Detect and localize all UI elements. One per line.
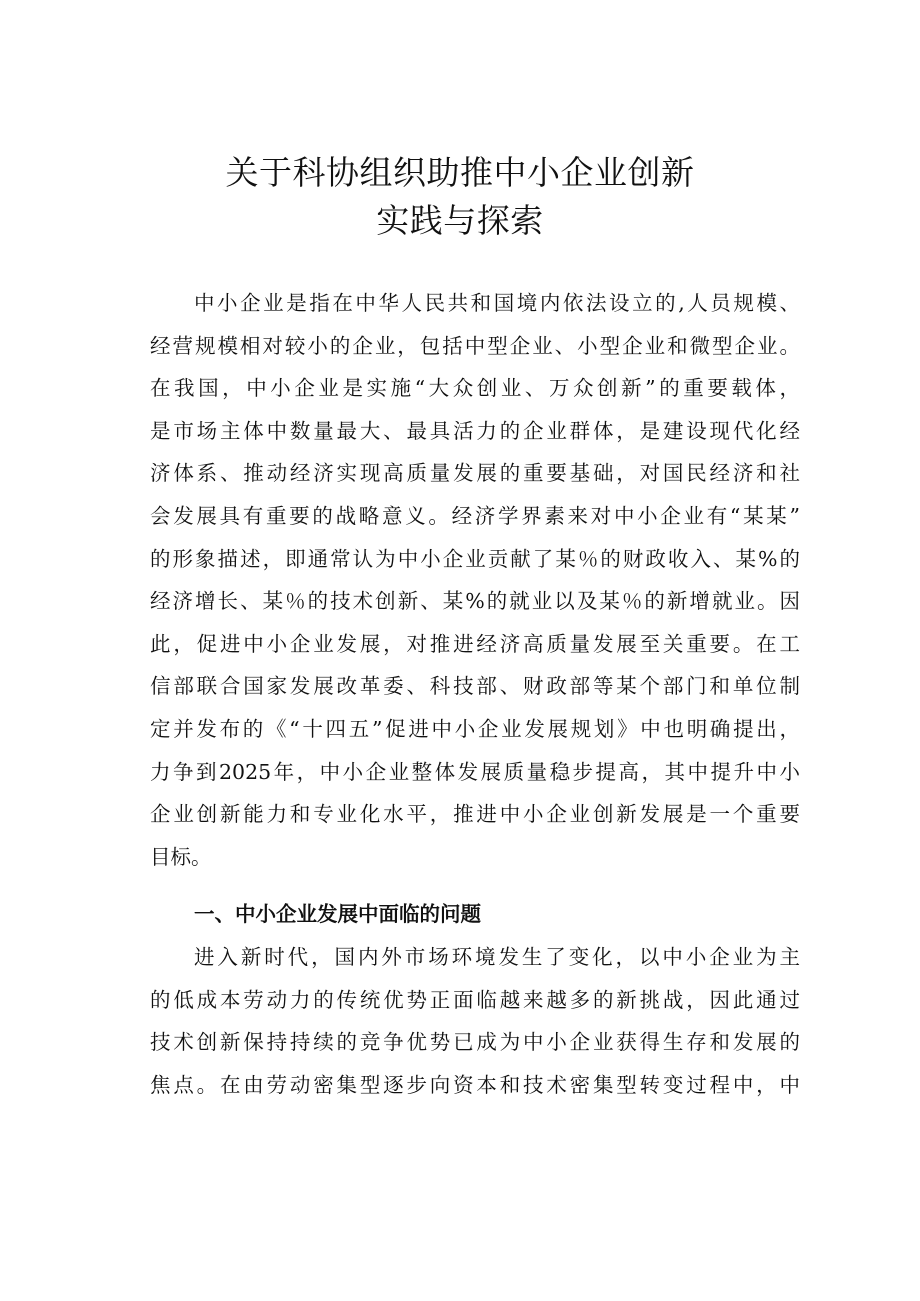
paragraph-line: 会发展具有重要的战略意义。经济学界素来对中小企业有“某某” bbox=[150, 503, 800, 528]
paragraph-section-1 bbox=[150, 936, 800, 1106]
paragraph-line: 此，促进中小企业发展，对推进经济高质量发展至关重要。在工 bbox=[150, 631, 800, 656]
paragraph-line: 力争到2025年，中小企业整体发展质量稳步提高，其中提升中小 bbox=[150, 759, 800, 784]
paragraph-line: 目标。 bbox=[150, 844, 212, 869]
paragraph-line: 经营规模相对较小的企业，包括中型企业、小型企业和微型企业。 bbox=[150, 333, 800, 358]
paragraph-line: 经济增长、某％的技术创新、某%的就业以及某％的新增就业。因 bbox=[150, 589, 800, 614]
paragraph-line: 在我国，中小企业是实施“大众创业、万众创新”的重要载体， bbox=[150, 376, 800, 401]
paragraph-line: 焦点。在由劳动密集型逐步向资本和技术密集型转变过程中，中 bbox=[150, 1072, 800, 1097]
section-heading-1: 一、中小企业发展中面临的问题 bbox=[194, 902, 481, 926]
paragraph-line: 是市场主体中数量最大、最具活力的企业群体，是建设现代化经 bbox=[150, 418, 800, 443]
paragraph-line: 济体系、推动经济实现高质量发展的重要基础，对国民经济和社 bbox=[150, 461, 800, 486]
paragraph-line: 的形象描述，即通常认为中小企业贡献了某％的财政收入、某%的 bbox=[150, 546, 800, 571]
document-title-line-2: 实践与探索 bbox=[376, 201, 544, 240]
paragraph-line: 的低成本劳动力的传统优势正面临越来越多的新挑战，因此通过 bbox=[150, 987, 800, 1012]
paragraph-line: 定并发布的《“十四五”促进中小企业发展规划》中也明确提出， bbox=[150, 716, 800, 741]
paragraph-line: 技术创新保持持续的竞争优势已成为中小企业获得生存和发展的 bbox=[150, 1030, 800, 1055]
paragraph-line: 企业创新能力和专业化水平，推进中小企业创新发展是一个重要 bbox=[150, 802, 800, 827]
paragraph-intro bbox=[150, 282, 800, 878]
document-title-line-1: 关于科协组织助推中小企业创新 bbox=[225, 153, 695, 192]
paragraph-line: 进入新时代，国内外市场环境发生了变化，以中小企业为主 bbox=[194, 945, 800, 969]
paragraph-line: 中小企业是指在中华人民共和国境内依法设立的,人员规模、 bbox=[194, 291, 800, 315]
paragraph-line: 信部联合国家发展改革委、科技部、财政部等某个部门和单位制 bbox=[150, 674, 800, 699]
